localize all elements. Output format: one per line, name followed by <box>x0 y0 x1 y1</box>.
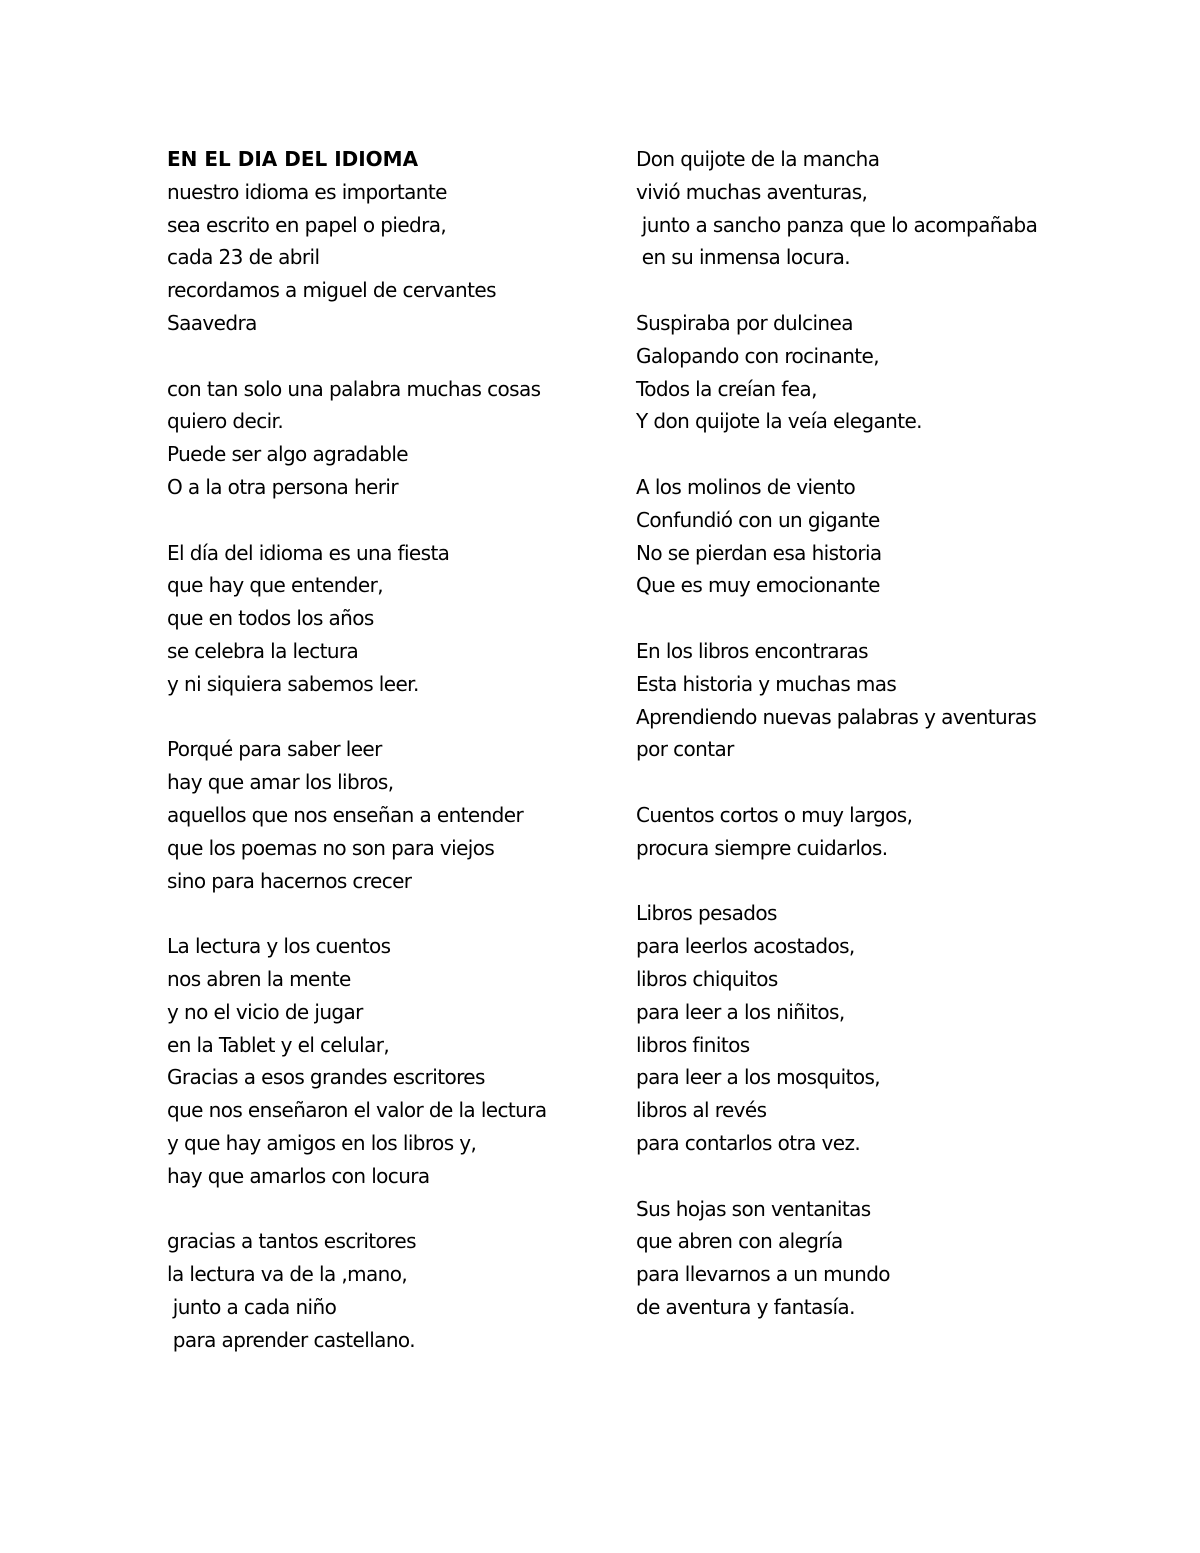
poem-line: para leer a los niñitos, <box>636 999 845 1024</box>
poem-line: Libros pesados <box>636 901 777 926</box>
poem-line: procura siempre cuidarlos. <box>636 835 888 860</box>
poem-title: EN EL DIA DEL IDIOMA <box>167 147 419 171</box>
poem-right-column <box>636 143 1056 1356</box>
poem-line: aquellos que nos enseñan a entender <box>167 802 524 827</box>
poem-line: Gracias a esos grandes escritores <box>167 1065 485 1090</box>
poem-line: hay que amarlos con locura <box>167 1163 430 1188</box>
poem-stanza <box>167 1225 607 1356</box>
poem-line: cada 23 de abril <box>167 245 320 270</box>
poem-line: que nos enseñaron el valor de la lectura <box>167 1098 547 1123</box>
poem-left-column <box>167 143 607 1389</box>
poem-line: Saavedra <box>167 310 257 335</box>
poem-line: para leerlos acostados, <box>636 934 855 959</box>
poem-line: Todos la creían fea, <box>636 376 817 401</box>
poem-stanza <box>167 176 607 340</box>
poem-line: El día del idioma es una fiesta <box>167 540 450 565</box>
poem-line: para leer a los mosquitos, <box>636 1065 881 1090</box>
poem-line: Galopando con rocinante, <box>636 343 880 368</box>
poem-stanza <box>167 930 607 1192</box>
poem-stanza <box>167 733 607 897</box>
poem-line: por contar <box>636 737 734 762</box>
poem-line: O a la otra persona herir <box>167 474 398 499</box>
poem-line: y ni siquiera sabemos leer. <box>167 671 419 696</box>
poem-line: Puede ser algo agradable <box>167 442 408 467</box>
poem-line: nos abren la mente <box>167 966 351 991</box>
poem-stanza <box>636 307 1056 438</box>
poem-line: libros chiquitos <box>636 966 778 991</box>
poem-stanza <box>636 1193 1056 1324</box>
poem-line: Don quijote de la mancha <box>636 147 880 171</box>
poem-stanza <box>636 471 1056 602</box>
poem-stanza <box>636 799 1056 865</box>
poem-line: recordamos a miguel de cervantes <box>167 278 496 303</box>
poem-line: Aprendiendo nuevas palabras y aventuras <box>636 704 1037 729</box>
poem-line: quiero decir. <box>167 409 284 434</box>
poem-line: se celebra la lectura <box>167 638 359 663</box>
poem-line: A los molinos de viento <box>636 474 856 499</box>
poem-stanza <box>167 373 607 504</box>
poem-line: junto a sancho panza que lo acompañaba <box>636 212 1038 237</box>
poem-line: para llevarnos a un mundo <box>636 1262 890 1287</box>
poem-line: gracias a tantos escritores <box>167 1229 416 1254</box>
poem-line: y no el vicio de jugar <box>167 999 363 1024</box>
poem-line: para contarlos otra vez. <box>636 1130 861 1155</box>
poem-line: Esta historia y muchas mas <box>636 671 897 696</box>
poem-line: con tan solo una palabra muchas cosas <box>167 376 541 401</box>
poem-line: Confundió con un gigante <box>636 507 880 532</box>
poem-line: libros finitos <box>636 1032 750 1057</box>
poem-line: que los poemas no son para viejos <box>167 835 495 860</box>
poem-line: que abren con alegría <box>636 1229 843 1254</box>
poem-line: de aventura y fantasía. <box>636 1294 855 1319</box>
poem-line: la lectura va de la ,mano, <box>167 1262 408 1287</box>
poem-line: junto a cada niño <box>167 1294 337 1319</box>
poem-line: No se pierdan esa historia <box>636 540 882 565</box>
poem-line: vivió muchas aventuras, <box>636 179 868 204</box>
poem-line: sino para hacernos crecer <box>167 868 412 893</box>
poem-line: para aprender castellano. <box>167 1327 415 1352</box>
poem-line: sea escrito en papel o piedra, <box>167 212 447 237</box>
poem-line: Y don quijote la veía elegante. <box>636 409 922 434</box>
poem-line: en su inmensa locura. <box>636 245 850 270</box>
poem-line: En los libros encontraras <box>636 638 868 663</box>
poem-stanza <box>636 143 1056 274</box>
poem-line: Sus hojas son ventanitas <box>636 1196 871 1221</box>
poem-line: que hay que entender, <box>167 573 383 598</box>
poem-stanza <box>636 635 1056 766</box>
poem-line: nuestro idioma es importante <box>167 179 447 204</box>
poem-line: que en todos los años <box>167 606 374 631</box>
poem-line: Que es muy emocionante <box>636 573 880 598</box>
poem-line: Suspiraba por dulcinea <box>636 310 853 335</box>
poem-line: Cuentos cortos o muy largos, <box>636 802 913 827</box>
poem-line: y que hay amigos en los libros y, <box>167 1130 477 1155</box>
poem-line: La lectura y los cuentos <box>167 934 391 959</box>
poem-line: Porqué para saber leer <box>167 737 382 762</box>
poem-stanza <box>167 537 607 701</box>
poem-line: libros al revés <box>636 1098 767 1123</box>
poem-line: en la Tablet y el celular, <box>167 1032 390 1057</box>
poem-line: hay que amar los libros, <box>167 770 394 795</box>
poem-stanza <box>636 897 1056 1159</box>
